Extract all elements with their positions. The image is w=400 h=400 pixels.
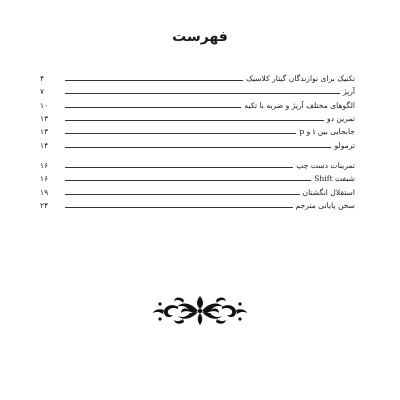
- toc-leader-line: [65, 107, 241, 108]
- toc-leader-line: [65, 194, 300, 195]
- toc-entry-title: آرپژ: [342, 87, 355, 97]
- toc-entry[interactable]: [40, 109, 355, 122]
- toc-leader-line: [65, 180, 311, 181]
- toc-entry[interactable]: [40, 136, 355, 149]
- toc-entry[interactable]: [40, 69, 355, 82]
- toc-entry-page: ۱۳: [40, 113, 49, 123]
- toc-entry-title: شیفت Shift: [314, 174, 355, 184]
- toc-leader-line: [65, 120, 324, 121]
- toc-entry[interactable]: [40, 123, 355, 136]
- toc-entry-page: ۱۰: [40, 100, 49, 110]
- toc-entry[interactable]: [40, 196, 355, 209]
- toc-entry-page: ۱۶: [40, 160, 49, 170]
- toc-leader-line: [65, 133, 296, 134]
- toc-entry-page: ۲۴: [40, 200, 49, 210]
- toc-entry-title: الگوهای مختلف آرپژ و ضربه با تکیه: [244, 100, 355, 110]
- page-title: فهرست: [172, 29, 228, 45]
- toc-entry-title: تمرینات دست چپ: [296, 160, 355, 170]
- toc-entry-page: ۱۴: [40, 140, 49, 150]
- floral-ornament-icon: [150, 292, 250, 328]
- toc-leader-line: [65, 207, 293, 208]
- toc-entry[interactable]: [40, 96, 355, 109]
- toc-leader-line: [65, 80, 243, 81]
- toc-entry-title: سخن پایانی مترجم: [295, 200, 355, 210]
- toc-group-left-hand: [40, 156, 355, 210]
- toc-entry[interactable]: [40, 156, 355, 169]
- toc-entry-title: جابجایی بین i و p: [299, 127, 355, 137]
- toc-leader-line: [65, 167, 293, 168]
- toc-entry-title: تکنیک برای نوازندگان گیتار کلاسیک: [246, 73, 355, 83]
- toc-entry-page: ۷: [40, 87, 45, 97]
- toc-entry[interactable]: [40, 82, 355, 95]
- toc-leader-line: [65, 147, 331, 148]
- toc-entry-title: ترمولو: [334, 140, 355, 150]
- toc-entry-page: ۱۶: [40, 174, 49, 184]
- toc-entry-page: ۱۳: [40, 127, 49, 137]
- toc-entry[interactable]: [40, 169, 355, 182]
- toc-entry-page: ۱۹: [40, 187, 49, 197]
- toc-leader-line: [65, 93, 340, 94]
- toc-entry[interactable]: [40, 183, 355, 196]
- toc-entry-page: ۴: [40, 73, 45, 83]
- toc-group-main: [40, 69, 355, 149]
- toc-entry-title: تمرین دو: [326, 113, 355, 123]
- toc-entry-title: استقلال انگشتان: [302, 187, 355, 197]
